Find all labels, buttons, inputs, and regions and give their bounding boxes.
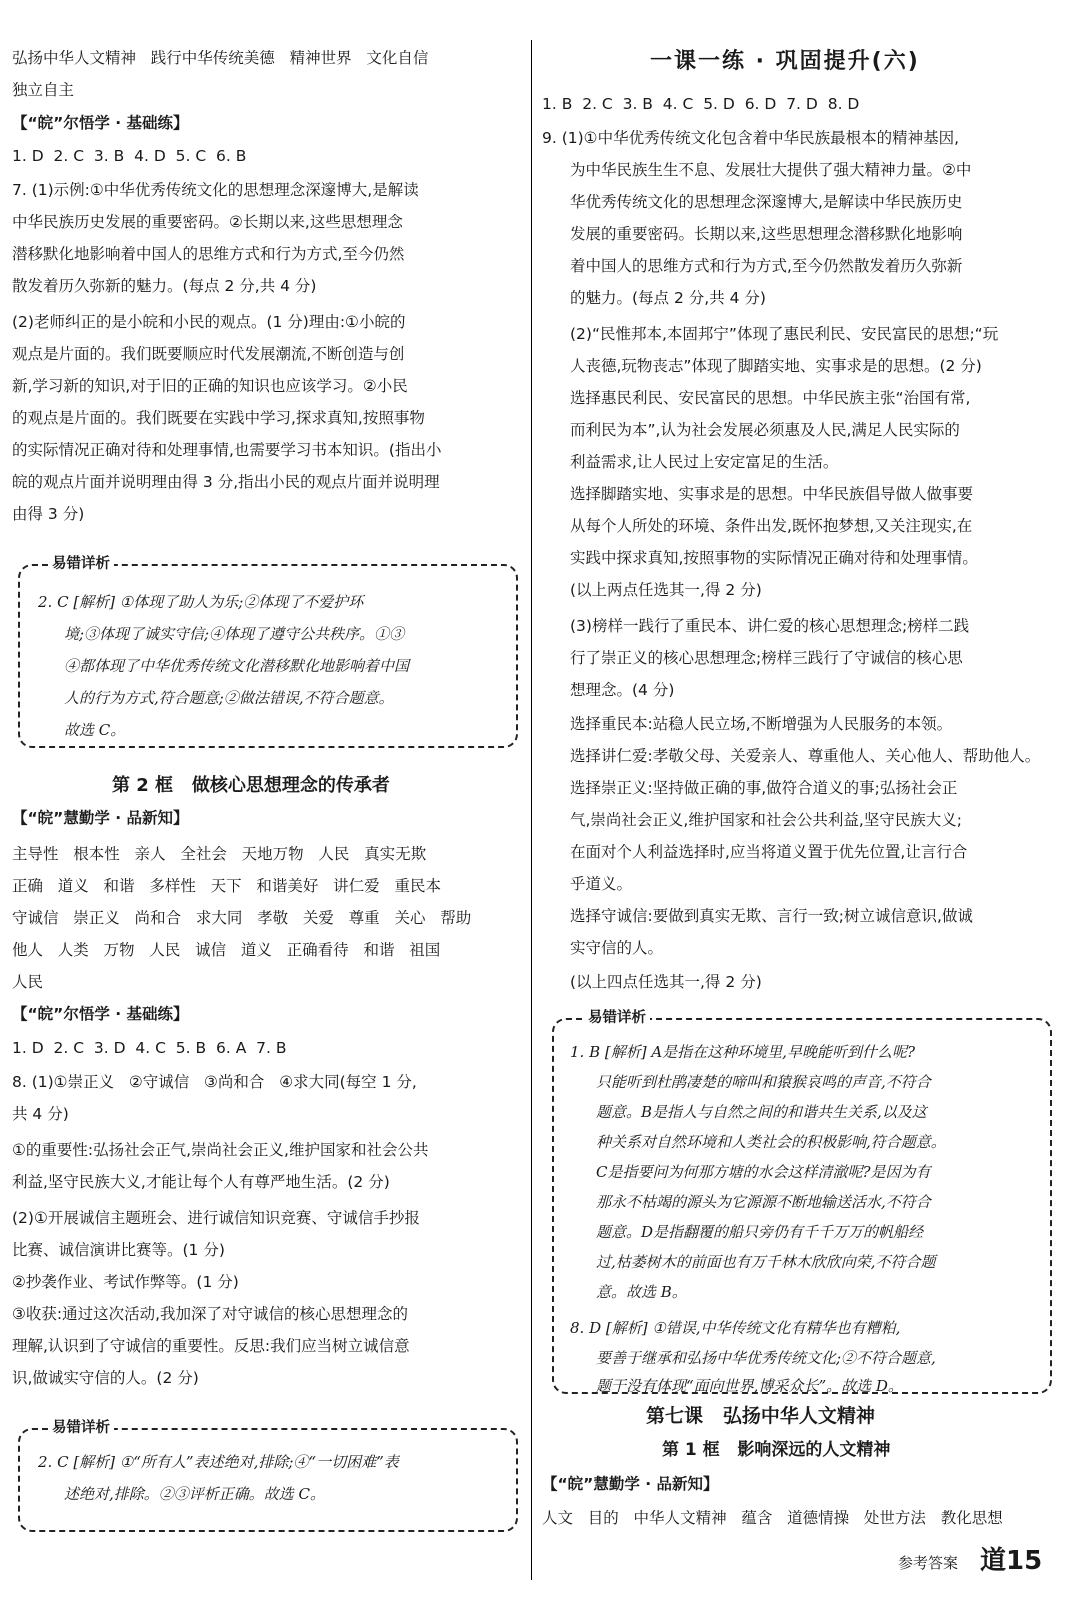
box-line: 2. C [解析] ①体现了助人为乐;②体现了不爱护环 <box>38 593 364 611</box>
box-line: 人的行为方式,符合题意;②做法错误,不符合题意。 <box>64 689 394 707</box>
box-line: 意。故选 B。 <box>596 1283 687 1301</box>
page-title: 一课一练 · 巩固提升(六) <box>650 49 920 74</box>
box-line: C是指要问为何那方塘的水会这样清澈呢?是因为有 <box>596 1163 931 1181</box>
text-line: 而利民为本”,认为社会发展必须惠及人民,满足人民实际的 <box>570 421 960 439</box>
page-number: 道15 <box>980 1546 1043 1576</box>
text-line: 选择重民本:站稳人民立场,不断增强为人民服务的本领。 <box>570 715 953 733</box>
box-line: 题意。B是指人与自然之间的和谐共生关系,以及这 <box>596 1103 927 1121</box>
section-heading: 【“皖”尔悟学 · 基础练】 <box>12 114 189 132</box>
text-line: 中华民族历史发展的重要密码。②长期以来,这些思想理念 <box>12 213 403 231</box>
box-line: 种关系对自然环境和人类社会的积极影响,符合题意。 <box>596 1133 946 1151</box>
text-line: 气,崇尚社会正义,维护国家和社会公共利益,坚守民族大义; <box>570 811 963 829</box>
section-heading: 【“皖”慧勤学 · 品新知】 <box>12 809 189 827</box>
keyword-line: 人文 目的 中华人文精神 蕴含 道德情操 处世方法 教化思想 <box>542 1509 1003 1527</box>
box-label: 易错详析 <box>48 552 114 573</box>
text-line: 选择守诚信:要做到真实无欺、言行一致;树立诚信意识,做诚 <box>570 907 973 925</box>
text-line: 8. (1)①崇正义 ②守诚信 ③尚和合 ④求大同(每空 1 分, <box>12 1073 417 1091</box>
text-line: 的魅力。(每点 2 分,共 4 分) <box>570 289 766 307</box>
answer-line: 1. D 2. C 3. D 4. C 5. B 6. A 7. B <box>12 1039 287 1057</box>
text-line: 发展的重要密码。长期以来,这些思想理念潜移默化地影响 <box>570 225 963 243</box>
section-title: 第 2 框 做核心思想理念的传承者 <box>112 775 390 796</box>
error-analysis-box <box>18 1428 518 1532</box>
box-label: 易错详析 <box>584 1006 650 1027</box>
text-line: 的观点是片面的。我们既要在实践中学习,探求真知,按照事物 <box>12 409 425 427</box>
text-line: 实践中探求真知,按照事物的实际情况正确对待和处理事情。 <box>570 549 978 567</box>
text-line: 想理念。(4 分) <box>570 681 675 699</box>
box-line: 要善于继承和弘扬中华优秀传统文化;②不符合题意, <box>596 1349 936 1367</box>
text-line: 利益需求,让人民过上安定富足的生活。 <box>570 453 839 471</box>
text-line: 选择脚踏实地、实事求是的思想。中华民族倡导做人做事要 <box>570 485 974 503</box>
text-line: ①的重要性:弘扬社会正气,崇尚社会正义,维护国家和社会公共 <box>12 1141 429 1159</box>
keyword-line: 正确 道义 和谐 多样性 天下 和谐美好 讲仁爱 重民本 <box>12 877 441 895</box>
text-line: (以上四点任选其一,得 2 分) <box>570 973 762 991</box>
text-line: 选择崇正义:坚持做正确的事,做符合道义的事;弘扬社会正 <box>570 779 958 797</box>
box-line: 题干没有体现“面向世界,博采众长”。故选 D。 <box>596 1377 903 1395</box>
text-line: (以上两点任选其一,得 2 分) <box>570 581 762 599</box>
keyword-line: 守诚信 崇正义 尚和合 求大同 孝敬 关爱 尊重 关心 帮助 <box>12 909 472 927</box>
text-line: 利益,坚守民族大义,才能让每个人有尊严地生活。(2 分) <box>12 1173 390 1191</box>
text-line: 新,学习新的知识,对于旧的正确的知识也应该学习。②小民 <box>12 377 408 395</box>
text-line: (2)“民惟邦本,本固邦宁”体现了惠民利民、安民富民的思想;“玩 <box>570 325 999 343</box>
text-line: 散发着历久弥新的魅力。(每点 2 分,共 4 分) <box>12 277 317 295</box>
text-line: 共 4 分) <box>12 1105 69 1123</box>
text-line: 实守信的人。 <box>570 939 664 957</box>
box-label: 易错详析 <box>48 1416 114 1437</box>
footer-label: 参考答案 <box>898 1554 959 1572</box>
text-line: 选择讲仁爱:孝敬父母、关爱亲人、尊重他人、关心他人、帮助他人。 <box>570 747 1041 765</box>
text-line: 为中华民族生生不息、发展壮大提供了强大精神力量。②中 <box>570 161 972 179</box>
text-line: (2)①开展诚信主题班会、进行诚信知识竞赛、守诚信手抄报 <box>12 1209 420 1227</box>
text-line: 理解,认识到了守诚信的重要性。反思:我们应当树立诚信意 <box>12 1337 410 1355</box>
text-line: (3)榜样一践行了重民本、讲仁爱的核心思想理念;榜样二践 <box>570 617 970 635</box>
text-line: 9. (1)①中华优秀传统文化包含着中华民族最根本的精神基因, <box>542 129 959 147</box>
keyword-line: 人民 <box>12 973 44 991</box>
text-line: 选择惠民利民、安民富民的思想。中华民族主张“治国有常, <box>570 389 971 407</box>
text-line: 华优秀传统文化的思想理念深邃博大,是解读中华民族历史 <box>570 193 963 211</box>
text-line: 皖的观点片面并说明理由得 3 分,指出小民的观点片面并说明理 <box>12 473 440 491</box>
box-line: 8. D [解析] ①错误,中华传统文化有精华也有糟粕, <box>570 1319 901 1337</box>
box-line: 2. C [解析] ①“所有人”表述绝对,排除;④“一切困难”表 <box>38 1453 399 1471</box>
box-line: 1. B [解析] A是指在这种环境里,早晚能听到什么呢? <box>570 1043 915 1061</box>
box-line: 题意。D是指翻覆的船只旁仍有千千万万的帆船经 <box>596 1223 924 1241</box>
text-line: ②抄袭作业、考试作弊等。(1 分) <box>12 1273 239 1291</box>
answer-line: 1. D 2. C 3. B 4. D 5. C 6. B <box>12 147 247 165</box>
box-line: 过,枯萎树木的前面也有万千林木欣欣向荣,不符合题 <box>596 1253 936 1271</box>
box-line: 境;③体现了诚实守信;④体现了遵守公共秩序。①③ <box>64 625 405 643</box>
text-line: 观点是片面的。我们既要顺应时代发展潮流,不断创造与创 <box>12 345 405 363</box>
text-line: 行了崇正义的核心思想理念;榜样三践行了守诚信的核心思 <box>570 649 963 667</box>
box-line: 故选 C。 <box>64 721 126 739</box>
text-line: 识,做诚实守信的人。(2 分) <box>12 1369 199 1387</box>
text-line: 人丧德,玩物丧志”体现了脚踏实地、实事求是的思想。(2 分) <box>570 357 982 375</box>
column-divider <box>531 40 532 1580</box>
box-line: 述绝对,排除。②③评析正确。故选 C。 <box>64 1485 326 1503</box>
text-line: ③收获:通过这次活动,我加深了对守诚信的核心思想理念的 <box>12 1305 409 1323</box>
section-heading: 【“皖”尔悟学 · 基础练】 <box>12 1005 189 1023</box>
text-line: (2)老师纠正的是小皖和小民的观点。(1 分)理由:①小皖的 <box>12 313 406 331</box>
text-line: 着中国人的思维方式和行为方式,至今仍然散发着历久弥新 <box>570 257 963 275</box>
text-line: 潜移默化地影响着中国人的思维方式和行为方式,至今仍然 <box>12 245 405 263</box>
sub-title: 第 1 框 影响深远的人文精神 <box>662 1440 891 1460</box>
text-line: 弘扬中华人文精神 践行中华传统美德 精神世界 文化自信 <box>12 49 429 67</box>
text-line: 由得 3 分) <box>12 505 85 523</box>
text-line: 比赛、诚信演讲比赛等。(1 分) <box>12 1241 225 1259</box>
text-line: 乎道义。 <box>570 875 633 893</box>
text-line: 独立自主 <box>12 81 75 99</box>
box-line: 那永不枯竭的源头为它源源不断地输送活水,不符合 <box>596 1193 931 1211</box>
lesson-title: 第七课 弘扬中华人文精神 <box>646 1405 875 1427</box>
text-line: 7. (1)示例:①中华优秀传统文化的思想理念深邃博大,是解读 <box>12 181 419 199</box>
text-line: 的实际情况正确对待和处理事情,也需要学习书本知识。(指出小 <box>12 441 442 459</box>
section-heading: 【“皖”慧勤学 · 品新知】 <box>542 1475 719 1493</box>
box-line: 只能听到杜鹃凄楚的啼叫和猿猴哀鸣的声音,不符合 <box>596 1073 931 1091</box>
box-line: ④都体现了中华优秀传统文化潜移默化地影响着中国 <box>64 657 410 675</box>
answer-line: 1. B 2. C 3. B 4. C 5. D 6. D 7. D 8. D <box>542 95 860 113</box>
text-line: 在面对个人利益选择时,应当将道义置于优先位置,让言行合 <box>570 843 968 861</box>
keyword-line: 主导性 根本性 亲人 全社会 天地万物 人民 真实无欺 <box>12 845 427 863</box>
keyword-line: 他人 人类 万物 人民 诚信 道义 正确看待 和谐 祖国 <box>12 941 441 959</box>
text-line: 从每个人所处的环境、条件出发,既怀抱梦想,又关注现实,在 <box>570 517 973 535</box>
